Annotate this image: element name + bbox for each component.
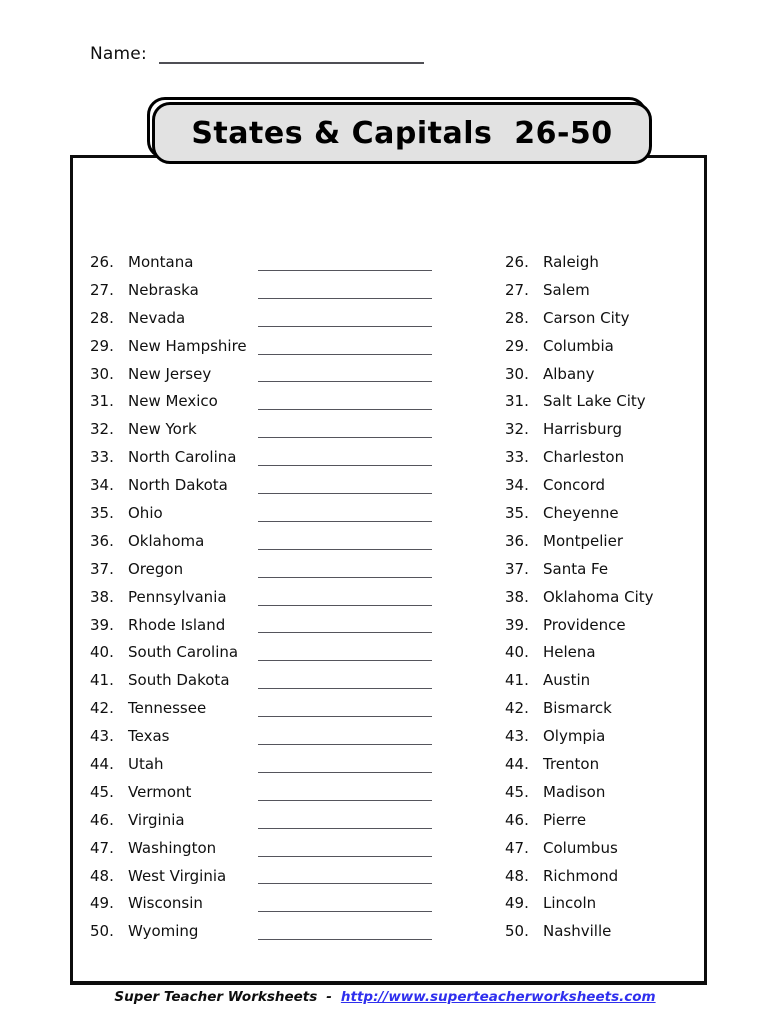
capital-name: Harrisburg xyxy=(543,420,622,439)
item-number: 29. xyxy=(90,336,114,355)
states-column xyxy=(90,248,440,945)
footer-site-link[interactable]: http://www.superteacherworksheets.com xyxy=(340,989,656,1005)
state-name: New Jersey xyxy=(128,364,212,383)
capital-name: Columbia xyxy=(543,336,614,355)
state-name: Nevada xyxy=(128,308,186,327)
item-number: 34. xyxy=(505,476,529,495)
state-row xyxy=(90,304,440,332)
item-number: 34. xyxy=(90,476,114,495)
state-name: South Carolina xyxy=(128,643,239,662)
answer-blank xyxy=(258,270,432,271)
state-name: Oklahoma xyxy=(128,531,205,550)
capital-name: Santa Fe xyxy=(543,559,609,578)
answer-blank xyxy=(258,632,432,633)
item-number: 42. xyxy=(90,699,114,718)
state-name: Wisconsin xyxy=(128,894,203,913)
capital-row xyxy=(505,722,700,750)
state-name: West Virginia xyxy=(128,866,227,885)
item-number: 27. xyxy=(505,280,529,299)
state-row xyxy=(90,443,440,471)
capital-row xyxy=(505,415,700,443)
answer-blank xyxy=(258,772,432,773)
capital-name: Providence xyxy=(543,615,626,634)
item-number: 48. xyxy=(90,866,114,885)
footer-separator: - xyxy=(326,989,332,1005)
item-number: 30. xyxy=(505,364,529,383)
state-row xyxy=(90,778,440,806)
item-number: 48. xyxy=(505,866,529,885)
capital-name: Carson City xyxy=(543,308,630,327)
answer-blank xyxy=(258,493,432,494)
item-number: 45. xyxy=(90,782,114,801)
capital-name: Trenton xyxy=(543,754,600,773)
item-number: 26. xyxy=(90,252,114,271)
capital-row xyxy=(505,611,700,639)
item-number: 42. xyxy=(505,699,529,718)
item-number: 41. xyxy=(90,671,114,690)
state-name: South Dakota xyxy=(128,671,230,690)
state-name: New Mexico xyxy=(128,392,218,411)
item-number: 38. xyxy=(505,587,529,606)
item-number: 26. xyxy=(505,252,529,271)
capital-row xyxy=(505,555,700,583)
state-row xyxy=(90,889,440,917)
item-number: 32. xyxy=(90,420,114,439)
item-number: 43. xyxy=(505,727,529,746)
item-number: 38. xyxy=(90,587,114,606)
state-row xyxy=(90,332,440,360)
capital-row xyxy=(505,806,700,834)
capital-name: Albany xyxy=(543,364,595,383)
capital-name: Oklahoma City xyxy=(543,587,654,606)
answer-blank xyxy=(258,716,432,717)
capital-row xyxy=(505,862,700,890)
answer-blank xyxy=(258,521,432,522)
capital-name: Salt Lake City xyxy=(543,392,646,411)
answer-blank xyxy=(258,409,432,410)
answer-blank xyxy=(258,883,432,884)
answer-blank xyxy=(258,800,432,801)
footer-brand: Super Teacher Worksheets xyxy=(114,989,318,1005)
state-row xyxy=(90,387,440,415)
state-name: Wyoming xyxy=(128,922,199,941)
state-row xyxy=(90,666,440,694)
item-number: 32. xyxy=(505,420,529,439)
item-number: 49. xyxy=(505,894,529,913)
item-number: 49. xyxy=(90,894,114,913)
item-number: 31. xyxy=(505,392,529,411)
state-name: North Dakota xyxy=(128,476,228,495)
state-row xyxy=(90,499,440,527)
answer-blank xyxy=(258,856,432,857)
state-row xyxy=(90,638,440,666)
item-number: 36. xyxy=(90,531,114,550)
state-row xyxy=(90,555,440,583)
capital-name: Olympia xyxy=(543,727,606,746)
item-number: 30. xyxy=(90,364,114,383)
capital-name: Raleigh xyxy=(543,252,599,271)
item-number: 33. xyxy=(505,448,529,467)
capital-name: Nashville xyxy=(543,922,612,941)
item-number: 40. xyxy=(90,643,114,662)
state-name: North Carolina xyxy=(128,448,237,467)
capital-name: Richmond xyxy=(543,866,619,885)
capital-row xyxy=(505,750,700,778)
state-name: New Hampshire xyxy=(128,336,247,355)
capital-name: Helena xyxy=(543,643,596,662)
page-title: States & Capitals 26-50 xyxy=(191,115,613,151)
capital-name: Bismarck xyxy=(543,699,612,718)
item-number: 36. xyxy=(505,531,529,550)
state-row xyxy=(90,722,440,750)
capital-row xyxy=(505,778,700,806)
name-label: Name: xyxy=(90,44,147,64)
state-row xyxy=(90,583,440,611)
state-row xyxy=(90,750,440,778)
state-row xyxy=(90,862,440,890)
capital-name: Charleston xyxy=(543,448,625,467)
state-name: Ohio xyxy=(128,503,163,522)
capital-name: Montpelier xyxy=(543,531,623,550)
item-number: 44. xyxy=(505,754,529,773)
state-name: Tennessee xyxy=(128,699,207,718)
state-row xyxy=(90,276,440,304)
answer-blank xyxy=(258,605,432,606)
state-name: Utah xyxy=(128,754,164,773)
item-number: 33. xyxy=(90,448,114,467)
title-banner xyxy=(152,102,652,164)
answer-blank xyxy=(258,354,432,355)
answer-blank xyxy=(258,939,432,940)
item-number: 35. xyxy=(90,503,114,522)
item-number: 41. xyxy=(505,671,529,690)
capital-name: Columbus xyxy=(543,838,618,857)
capital-row xyxy=(505,527,700,555)
state-name: Vermont xyxy=(128,782,192,801)
answer-blank xyxy=(258,911,432,912)
capital-row xyxy=(505,666,700,694)
answer-blank xyxy=(258,381,432,382)
capital-row xyxy=(505,834,700,862)
item-number: 29. xyxy=(505,336,529,355)
item-number: 40. xyxy=(505,643,529,662)
capital-row xyxy=(505,248,700,276)
item-number: 47. xyxy=(90,838,114,857)
capital-row xyxy=(505,443,700,471)
answer-blank xyxy=(258,688,432,689)
state-name: Virginia xyxy=(128,810,185,829)
state-name: New York xyxy=(128,420,197,439)
state-name: Texas xyxy=(128,727,170,746)
answer-blank xyxy=(258,549,432,550)
state-name: Nebraska xyxy=(128,280,199,299)
state-row xyxy=(90,917,440,945)
item-number: 39. xyxy=(505,615,529,634)
state-name: Washington xyxy=(128,838,217,857)
state-name: Oregon xyxy=(128,559,184,578)
answer-blank xyxy=(258,326,432,327)
item-number: 37. xyxy=(90,559,114,578)
answer-blank xyxy=(258,298,432,299)
capitals-column xyxy=(505,248,700,945)
state-row xyxy=(90,360,440,388)
state-row xyxy=(90,527,440,555)
state-name: Pennsylvania xyxy=(128,587,227,606)
capital-row xyxy=(505,276,700,304)
capital-row xyxy=(505,694,700,722)
answer-blank xyxy=(258,577,432,578)
answer-blank xyxy=(258,660,432,661)
capital-name: Lincoln xyxy=(543,894,597,913)
item-number: 50. xyxy=(90,922,114,941)
answer-blank xyxy=(258,465,432,466)
item-number: 28. xyxy=(505,308,529,327)
capital-name: Madison xyxy=(543,782,606,801)
state-name: Rhode Island xyxy=(128,615,226,634)
footer xyxy=(0,989,770,1005)
name-row xyxy=(90,44,424,64)
state-row xyxy=(90,806,440,834)
capital-row xyxy=(505,360,700,388)
capital-name: Austin xyxy=(543,671,591,690)
capital-row xyxy=(505,304,700,332)
capital-name: Concord xyxy=(543,476,606,495)
state-row xyxy=(90,694,440,722)
capital-row xyxy=(505,387,700,415)
item-number: 46. xyxy=(90,810,114,829)
answer-blank xyxy=(258,828,432,829)
name-blank-line xyxy=(159,44,424,64)
item-number: 39. xyxy=(90,615,114,634)
capital-row xyxy=(505,638,700,666)
capital-row xyxy=(505,889,700,917)
item-number: 27. xyxy=(90,280,114,299)
capital-row xyxy=(505,499,700,527)
item-number: 44. xyxy=(90,754,114,773)
state-name: Montana xyxy=(128,252,194,271)
capital-name: Pierre xyxy=(543,810,587,829)
state-row xyxy=(90,611,440,639)
item-number: 35. xyxy=(505,503,529,522)
item-number: 31. xyxy=(90,392,114,411)
capital-name: Salem xyxy=(543,280,590,299)
item-number: 50. xyxy=(505,922,529,941)
answer-blank xyxy=(258,437,432,438)
answer-blank xyxy=(258,744,432,745)
item-number: 28. xyxy=(90,308,114,327)
item-number: 45. xyxy=(505,782,529,801)
state-row xyxy=(90,471,440,499)
item-number: 37. xyxy=(505,559,529,578)
capital-row xyxy=(505,332,700,360)
capital-row xyxy=(505,471,700,499)
item-number: 43. xyxy=(90,727,114,746)
state-row xyxy=(90,834,440,862)
capital-name: Cheyenne xyxy=(543,503,619,522)
state-row xyxy=(90,248,440,276)
item-number: 47. xyxy=(505,838,529,857)
state-row xyxy=(90,415,440,443)
item-number: 46. xyxy=(505,810,529,829)
capital-row xyxy=(505,917,700,945)
capital-row xyxy=(505,583,700,611)
